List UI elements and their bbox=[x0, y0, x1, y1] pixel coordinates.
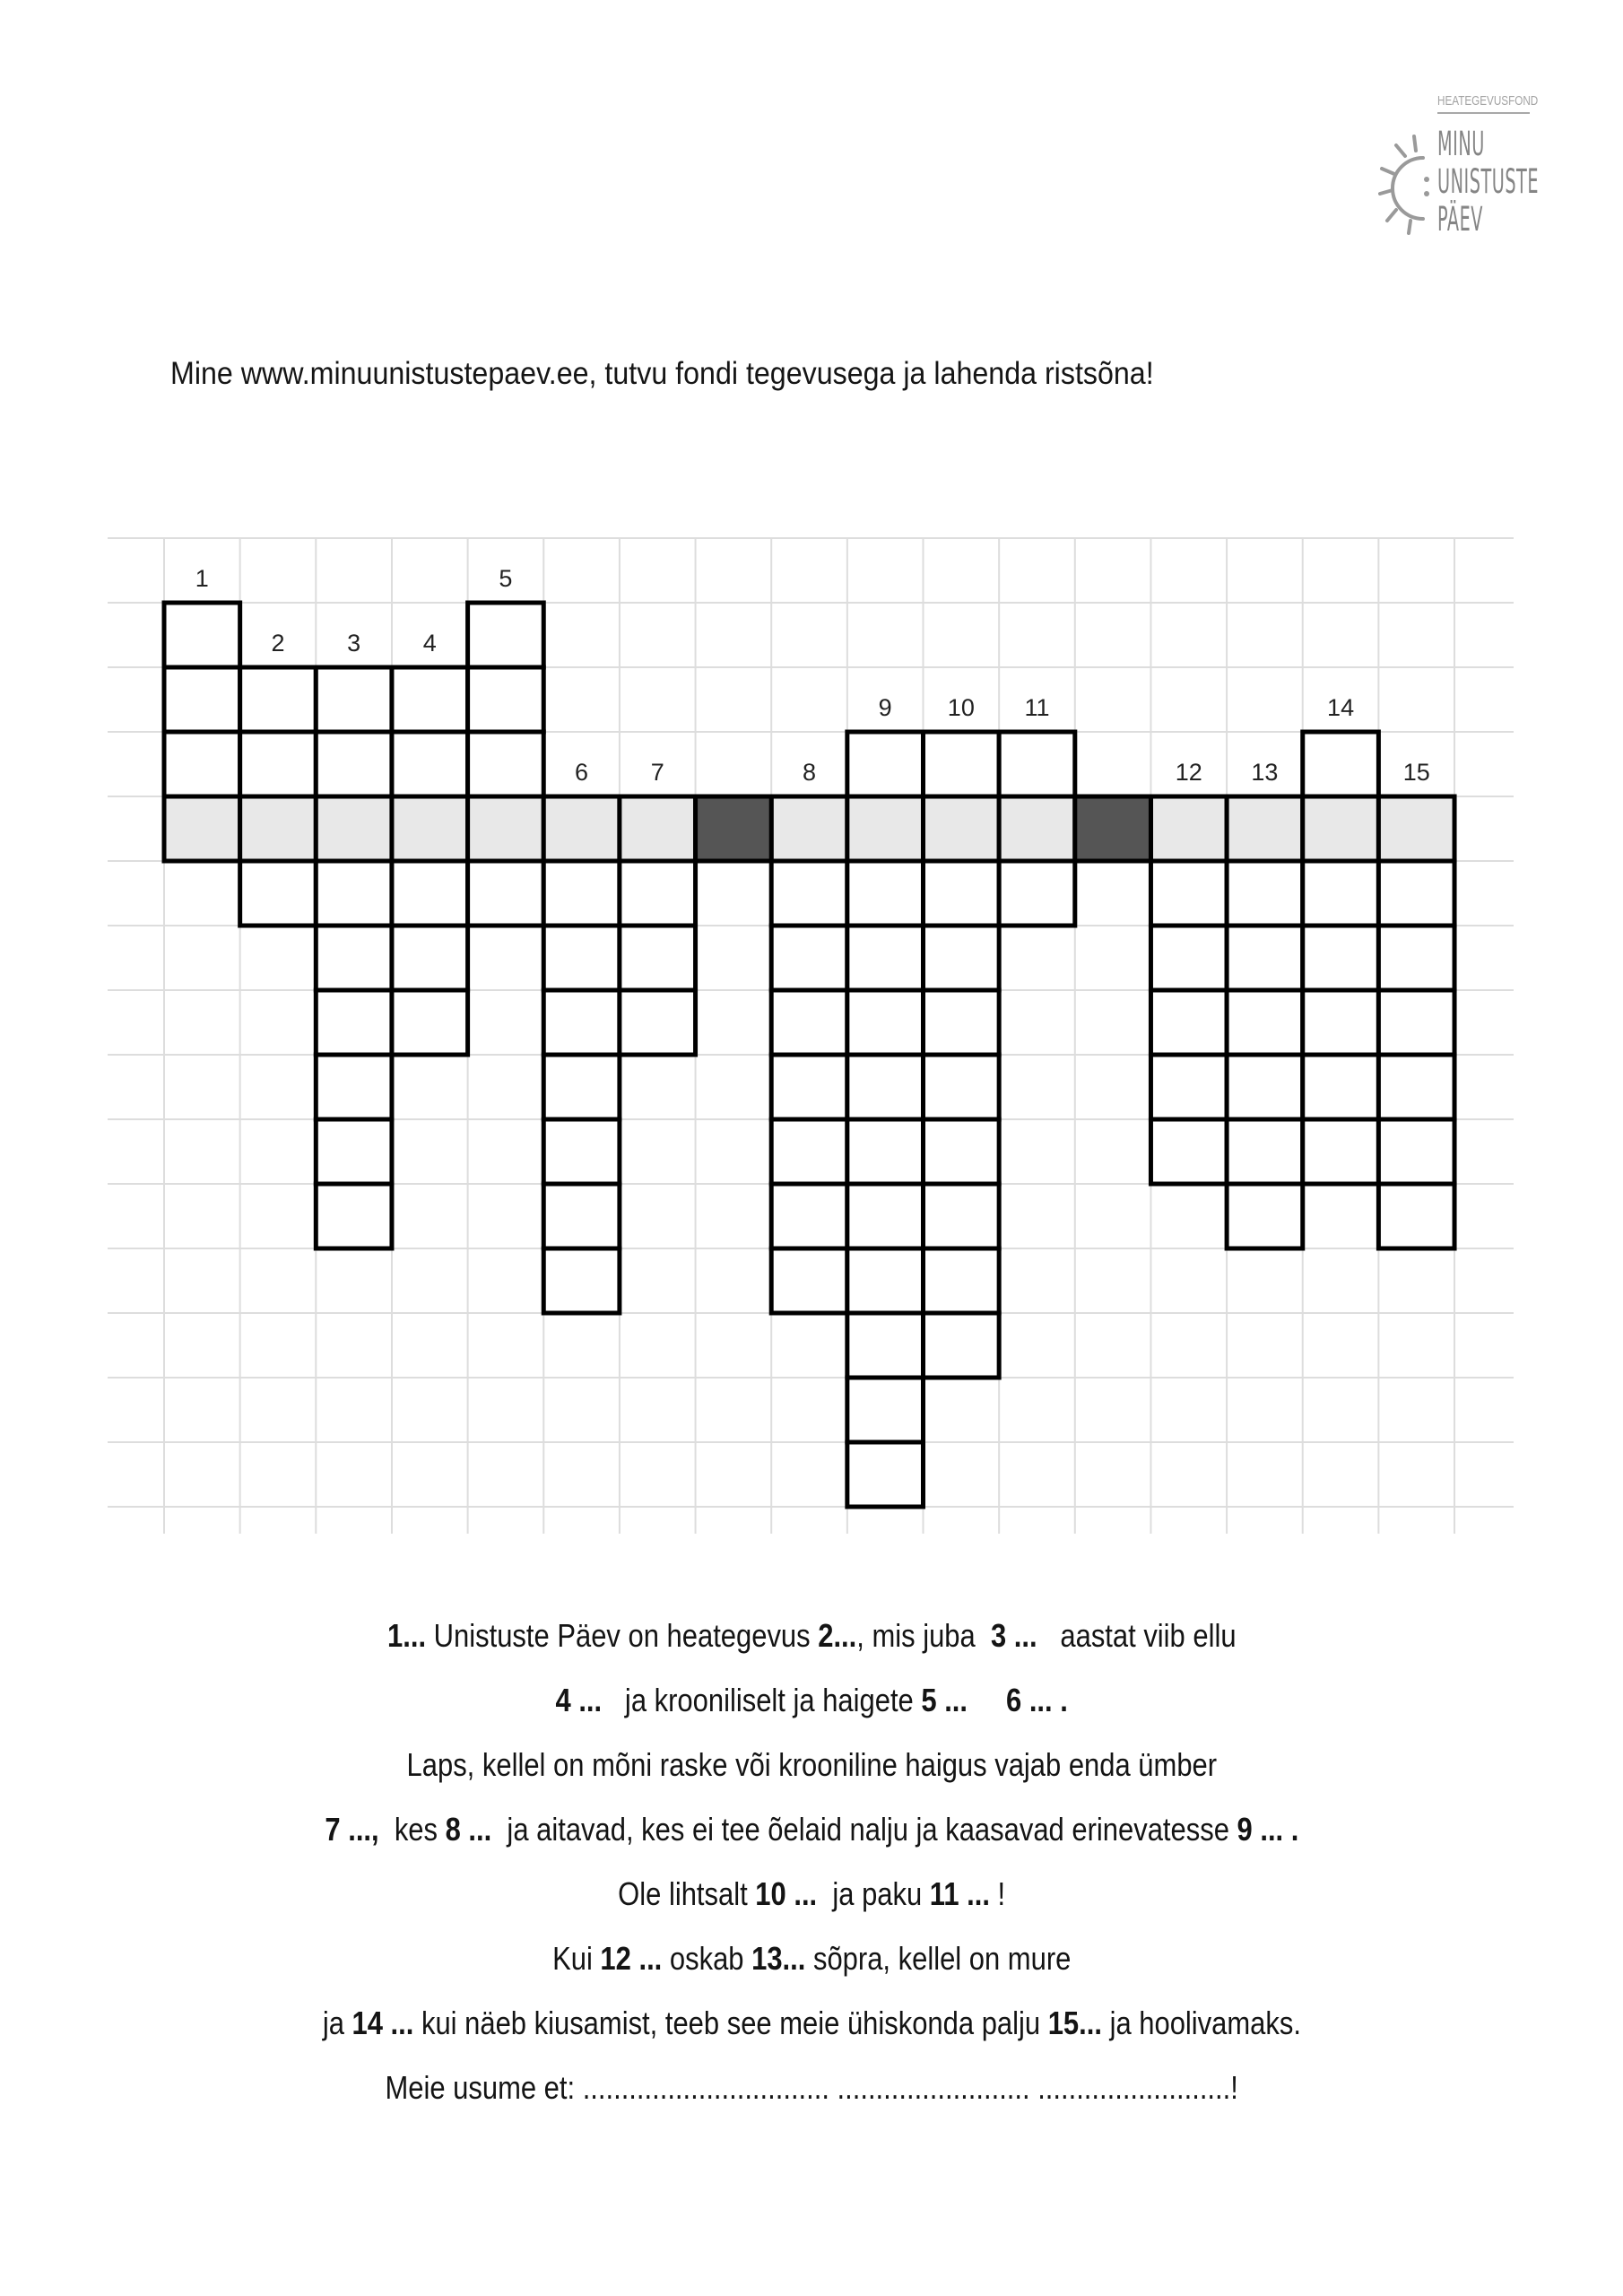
clue-number: 3 ... bbox=[990, 1617, 1037, 1654]
solution-cell[interactable] bbox=[1378, 796, 1454, 861]
clue-number-label: 6 bbox=[575, 759, 589, 786]
clue-text: ja krooniliselt ja haigete bbox=[601, 1682, 922, 1718]
clue-text: , mis juba bbox=[855, 1617, 991, 1654]
solution-cell[interactable] bbox=[316, 796, 392, 861]
clue-number: 12 ... bbox=[600, 1940, 663, 1977]
crossword-cell[interactable] bbox=[392, 667, 468, 732]
crossword-cell[interactable] bbox=[1303, 990, 1379, 1055]
crossword-cell[interactable] bbox=[924, 990, 1000, 1055]
crossword-cell[interactable] bbox=[847, 1378, 924, 1442]
crossword-cell[interactable] bbox=[316, 732, 392, 796]
crossword-cell[interactable] bbox=[771, 926, 847, 990]
clue-number-label: 3 bbox=[347, 630, 361, 657]
solution-cell[interactable] bbox=[924, 796, 1000, 861]
clue-number: 8 ... bbox=[445, 1811, 491, 1848]
solution-cell[interactable] bbox=[1303, 796, 1379, 861]
crossword-cell[interactable] bbox=[1227, 1184, 1303, 1248]
clue-text: oskab bbox=[662, 1940, 751, 1977]
clue-line-text bbox=[385, 2063, 1237, 2113]
clue-number-label: 11 bbox=[1024, 694, 1050, 721]
crossword-cell[interactable] bbox=[847, 732, 924, 796]
solution-cell[interactable] bbox=[392, 796, 468, 861]
clue-number: 14 ... bbox=[352, 2005, 413, 2041]
clue-line bbox=[0, 1740, 1623, 1805]
clue-number: 15... bbox=[1047, 2005, 1102, 2041]
clue-text: Unistuste Päev on heategevus bbox=[425, 1617, 818, 1654]
solution-cell[interactable] bbox=[999, 796, 1075, 861]
solution-cell[interactable] bbox=[1227, 796, 1303, 861]
solution-cell[interactable] bbox=[543, 796, 620, 861]
clue-number-label: 2 bbox=[271, 630, 285, 657]
clue-number-label: 10 bbox=[947, 694, 975, 721]
sun-eye bbox=[1424, 191, 1429, 196]
crossword-cell[interactable] bbox=[316, 667, 392, 732]
clue-text: sõpra, kellel on mure bbox=[805, 1940, 1072, 1977]
solution-cell[interactable] bbox=[240, 796, 317, 861]
crossword-cell[interactable] bbox=[468, 732, 544, 796]
crossword-cell[interactable] bbox=[924, 1248, 1000, 1313]
solution-cell[interactable] bbox=[164, 796, 240, 861]
clue-text: ! bbox=[989, 1875, 1005, 1912]
clue-line bbox=[0, 1611, 1623, 1675]
solution-cell[interactable] bbox=[1150, 796, 1227, 861]
clue-line bbox=[0, 1934, 1623, 1998]
foundation-logo bbox=[1376, 88, 1556, 249]
crossword-cell[interactable] bbox=[847, 1119, 924, 1184]
crossword-cell[interactable] bbox=[1303, 861, 1379, 926]
crossword-cell[interactable] bbox=[924, 1055, 1000, 1119]
clue-number: 13... bbox=[751, 1940, 806, 1977]
crossword-cell[interactable] bbox=[1378, 990, 1454, 1055]
crossword-cell[interactable] bbox=[771, 1119, 847, 1184]
clue-text: Ole lihtsalt bbox=[617, 1875, 756, 1912]
clue-line bbox=[0, 1869, 1623, 1934]
crossword-cell[interactable] bbox=[468, 861, 544, 926]
crossword-cell[interactable] bbox=[620, 926, 696, 990]
crossword-cell[interactable] bbox=[999, 861, 1075, 926]
clue-line-text bbox=[387, 1611, 1237, 1661]
crossword-cell[interactable] bbox=[316, 1184, 392, 1248]
crossword-cells bbox=[164, 603, 1454, 1507]
crossword-cell[interactable] bbox=[543, 926, 620, 990]
clue-number-label: 5 bbox=[499, 565, 513, 592]
solution-cell[interactable] bbox=[771, 796, 847, 861]
crossword-cell[interactable] bbox=[1150, 926, 1227, 990]
clue-number-label: 14 bbox=[1327, 694, 1355, 721]
crossword-cell[interactable] bbox=[164, 603, 240, 667]
crossword-cell[interactable] bbox=[847, 1313, 924, 1378]
logo-subtitle: HEATEGEVUSFOND bbox=[1437, 93, 1539, 109]
crossword-cell[interactable] bbox=[543, 1248, 620, 1313]
crossword-cell[interactable] bbox=[1227, 861, 1303, 926]
sun-icon bbox=[1376, 133, 1437, 239]
crossword-cell[interactable] bbox=[392, 990, 468, 1055]
crossword-cell[interactable] bbox=[1227, 1119, 1303, 1184]
logo-title-line-3: PÄEV bbox=[1437, 200, 1483, 239]
crossword-cell[interactable] bbox=[771, 1055, 847, 1119]
crossword-cell[interactable] bbox=[543, 1119, 620, 1184]
crossword-cell[interactable] bbox=[316, 990, 392, 1055]
crossword-cell[interactable] bbox=[1378, 1184, 1454, 1248]
crossword-cell[interactable] bbox=[620, 861, 696, 926]
clue-text: kes bbox=[378, 1811, 446, 1848]
crossword-cell[interactable] bbox=[1227, 1055, 1303, 1119]
clue-line-text bbox=[552, 1934, 1071, 1984]
crossword-cell[interactable] bbox=[1303, 732, 1379, 796]
crossword-cell[interactable] bbox=[1378, 1119, 1454, 1184]
crossword-cell[interactable] bbox=[1378, 1055, 1454, 1119]
crossword-cell[interactable] bbox=[543, 1184, 620, 1248]
solution-cell[interactable] bbox=[620, 796, 696, 861]
crossword-cell[interactable] bbox=[924, 926, 1000, 990]
crossword-cell[interactable] bbox=[316, 1119, 392, 1184]
clue-text: ja bbox=[322, 2005, 352, 2041]
crossword-cell[interactable] bbox=[620, 990, 696, 1055]
instruction-text: Mine www.minuunistustepaev.ee, tutvu fondi tegevusega ja lahenda ristsõna! bbox=[170, 356, 1154, 391]
clue-text: ja paku bbox=[816, 1875, 930, 1912]
crossword-cell[interactable] bbox=[543, 861, 620, 926]
crossword-cell[interactable] bbox=[468, 603, 544, 667]
crossword-cell[interactable] bbox=[316, 1055, 392, 1119]
clue-line-text bbox=[618, 1869, 1005, 1919]
crossword-cell[interactable] bbox=[392, 926, 468, 990]
clue-number-label: 9 bbox=[878, 694, 892, 721]
clue-line-text bbox=[325, 1805, 1298, 1855]
clue-text bbox=[968, 1682, 1006, 1718]
clue-number: 9 ... . bbox=[1237, 1811, 1298, 1848]
clue-number-label: 1 bbox=[195, 565, 209, 592]
blocked-cell bbox=[1075, 796, 1151, 861]
clue-number-label: 8 bbox=[803, 759, 817, 786]
blocked-cell bbox=[696, 796, 772, 861]
crossword-cell[interactable] bbox=[924, 1119, 1000, 1184]
logo-title-line-2: UNISTUSTE bbox=[1437, 162, 1540, 201]
crossword-cell[interactable] bbox=[771, 1184, 847, 1248]
clue-number: 7 ..., bbox=[325, 1811, 379, 1848]
clue-line-text bbox=[322, 1998, 1300, 2048]
clue-number: 5 ... bbox=[921, 1682, 968, 1718]
clue-line bbox=[0, 2063, 1623, 2127]
crossword-cell[interactable] bbox=[771, 1248, 847, 1313]
clue-line bbox=[0, 1805, 1623, 1869]
crossword-cell[interactable] bbox=[240, 732, 317, 796]
crossword-cell[interactable] bbox=[392, 732, 468, 796]
solution-cell[interactable] bbox=[468, 796, 544, 861]
crossword-cell[interactable] bbox=[847, 1055, 924, 1119]
logo-title-line-1: MINU bbox=[1437, 125, 1485, 163]
crossword-cell[interactable] bbox=[847, 861, 924, 926]
crossword-cell[interactable] bbox=[164, 732, 240, 796]
crossword-cell[interactable] bbox=[1303, 1119, 1379, 1184]
crossword-cell[interactable] bbox=[771, 990, 847, 1055]
clue-line bbox=[0, 1998, 1623, 2063]
crossword-cell[interactable] bbox=[316, 926, 392, 990]
crossword-cell[interactable] bbox=[1150, 1055, 1227, 1119]
clue-number-label: 12 bbox=[1175, 759, 1202, 786]
crossword-cell[interactable] bbox=[1378, 926, 1454, 990]
sun-eye bbox=[1424, 177, 1429, 182]
crossword-cell[interactable] bbox=[316, 861, 392, 926]
clue-text: aastat viib ellu bbox=[1037, 1617, 1237, 1654]
clue-number-label: 4 bbox=[422, 630, 437, 657]
crossword-cell[interactable] bbox=[847, 1442, 924, 1507]
clue-number: 6 ... . bbox=[1005, 1682, 1068, 1718]
crossword-cell[interactable] bbox=[164, 667, 240, 732]
crossword-cell[interactable] bbox=[999, 732, 1075, 796]
clue-number: 2... bbox=[817, 1617, 856, 1654]
crossword-cell[interactable] bbox=[924, 1313, 1000, 1378]
clue-text: Laps, kellel on mõni raske või krooniline haigus vajab enda ümber bbox=[406, 1746, 1217, 1783]
clue-number: 1... bbox=[386, 1617, 426, 1654]
crossword-cell[interactable] bbox=[392, 861, 468, 926]
crossword-cell[interactable] bbox=[1150, 990, 1227, 1055]
clue-number: 10 ... bbox=[755, 1875, 817, 1912]
crossword-cell[interactable] bbox=[543, 1055, 620, 1119]
crossword-cell[interactable] bbox=[468, 667, 544, 732]
clue-number: 4 ... bbox=[555, 1682, 602, 1718]
crossword-cell[interactable] bbox=[1227, 990, 1303, 1055]
clue-text: Meie usume et: ................................ ......................... .........................! bbox=[385, 2069, 1238, 2106]
crossword-cell[interactable] bbox=[1150, 1119, 1227, 1184]
crossword-cell[interactable] bbox=[847, 1248, 924, 1313]
crossword-cell[interactable] bbox=[1227, 926, 1303, 990]
crossword-cell[interactable] bbox=[1150, 861, 1227, 926]
clue-text: ja aitavad, kes ei tee õelaid nalju ja kaasavad erinevatesse bbox=[490, 1811, 1237, 1848]
crossword-cell[interactable] bbox=[847, 1184, 924, 1248]
crossword-cell[interactable] bbox=[240, 667, 317, 732]
clue-number-label: 7 bbox=[650, 759, 664, 786]
clue-number: 11 ... bbox=[929, 1875, 990, 1912]
logo-underline bbox=[1437, 112, 1530, 114]
clue-line-text bbox=[555, 1675, 1067, 1726]
crossword-cell[interactable] bbox=[924, 732, 1000, 796]
clue-text: kui näeb kiusamist, teeb see meie ühiskonda palju bbox=[412, 2005, 1048, 2041]
crossword-cell[interactable] bbox=[924, 861, 1000, 926]
crossword-cell[interactable] bbox=[240, 861, 317, 926]
crossword-cell[interactable] bbox=[847, 990, 924, 1055]
clue-number-label: 15 bbox=[1402, 759, 1430, 786]
crossword-cell[interactable] bbox=[771, 861, 847, 926]
crossword-cell[interactable] bbox=[1303, 926, 1379, 990]
crossword-cell[interactable] bbox=[924, 1184, 1000, 1248]
clue-line-text bbox=[406, 1740, 1217, 1790]
solution-cell[interactable] bbox=[847, 796, 924, 861]
crossword-cell[interactable] bbox=[1378, 861, 1454, 926]
clue-text: Kui bbox=[551, 1940, 601, 1977]
clue-text: ja hoolivamaks. bbox=[1101, 2005, 1301, 2041]
crossword-cell[interactable] bbox=[543, 990, 620, 1055]
crossword-cell[interactable] bbox=[1303, 1055, 1379, 1119]
clue-number-label: 13 bbox=[1251, 759, 1279, 786]
clue-line bbox=[0, 1675, 1623, 1740]
crossword-cell[interactable] bbox=[847, 926, 924, 990]
clue-text-block bbox=[0, 1611, 1623, 2127]
